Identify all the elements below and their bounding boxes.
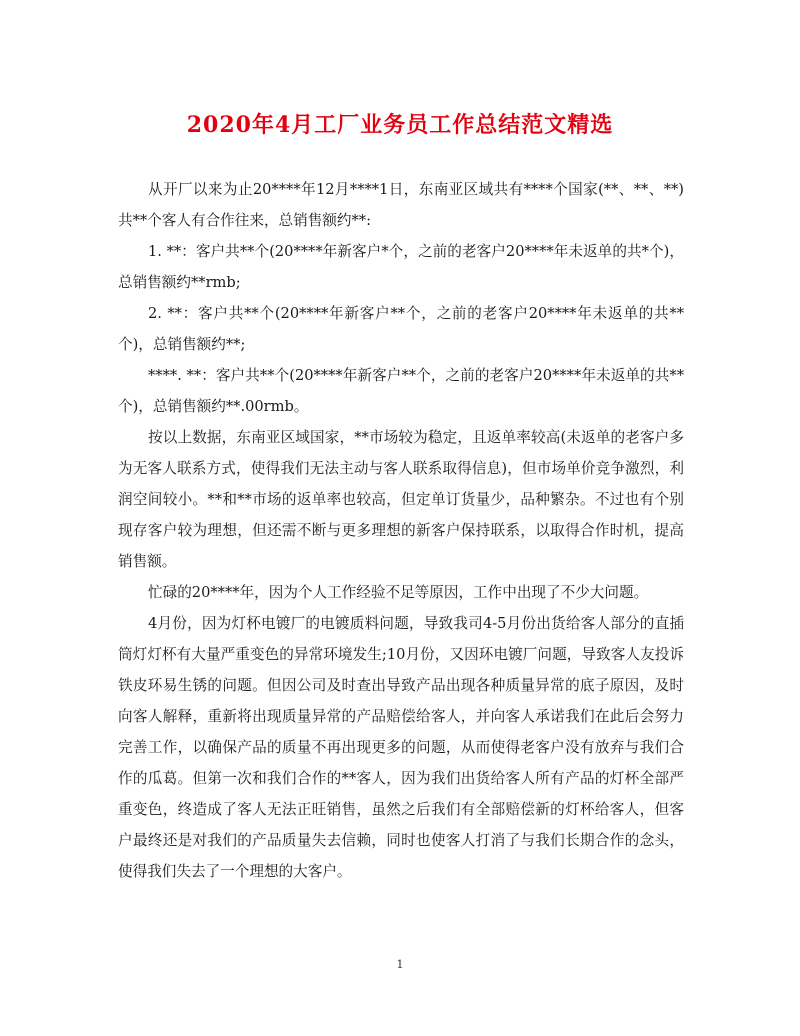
paragraph-problems: 忙碌的20****年，因为个人工作经验不足等原因，工作中出现了不少大问题。 [148, 584, 649, 601]
paragraph-intro: 从开厂以来为止20****年12月****1日，东南亚区域共有****个国家(**、**、**)共**个客人有合作往来，总销售额约**: [118, 181, 684, 229]
paragraph-analysis: 按以上数据，东南亚区域国家，**市场较为稳定，且返单率较高(未返单的老客户多为无客人联系方式，使得我们无法主动与客人联系取得信息)，但市场单价竞争激烈，利润空间较小。**和**市场的返单率也较高，但定单订货量少，品种繁杂。不过也有个别现存客户较为理想，但还需不断与更多理想的新客户保持联系，以取得合作时机，提高销售额。 [118, 429, 684, 570]
document-body [118, 174, 684, 887]
document-title: 2020年4月工厂业务员工作总结范文精选 [186, 112, 614, 138]
page-number: 1 [396, 958, 404, 971]
paragraph-april: 4月份，因为灯杯电镀厂的电镀质料问题，导致我司4-5月份出货给客人部分的直插筒灯灯杯有大量严重变色的异常环境发生;10月份，又因环电镀厂问题，导致客人友投诉铁皮环易生锈的问题。但因公司及时查出导致产品出现各种质量异常的底子原因，及时向客人解释，重新将出现质量异常的产品赔偿给客人，并向客人承诺我们在此后会努力完善工作，以确保产品的质量不再出现更多的问题，从而使得老客户没有放弃与我们合作的瓜葛。但第一次和我们合作的**客人，因为我们出货给客人所有产品的灯杯全部严重变色，终造成了客人无法正旺销售，虽然之后我们有全部赔偿新的灯杯给客人，但客户最终还是对我们的产品质量失去信赖，同时也使客人打消了与我们长期合作的念头，使得我们失去了一个理想的大客户。 [118, 615, 684, 880]
paragraph-item-2: 2. **：客户共**个(20****年新客户**个，之前的老客户20****年未返单的共**个)，总销售额约**; [118, 305, 684, 353]
paragraph-item-3: ****. **：客户共**个(20****年新客户**个，之前的老客户20****年未返单的共**个)，总销售额约**.00rmb。 [118, 367, 684, 415]
paragraph-item-1: 1. **：客户共**个(20****年新客户*个，之前的老客户20****年未返单的共*个)，总销售额约**rmb; [118, 243, 684, 291]
